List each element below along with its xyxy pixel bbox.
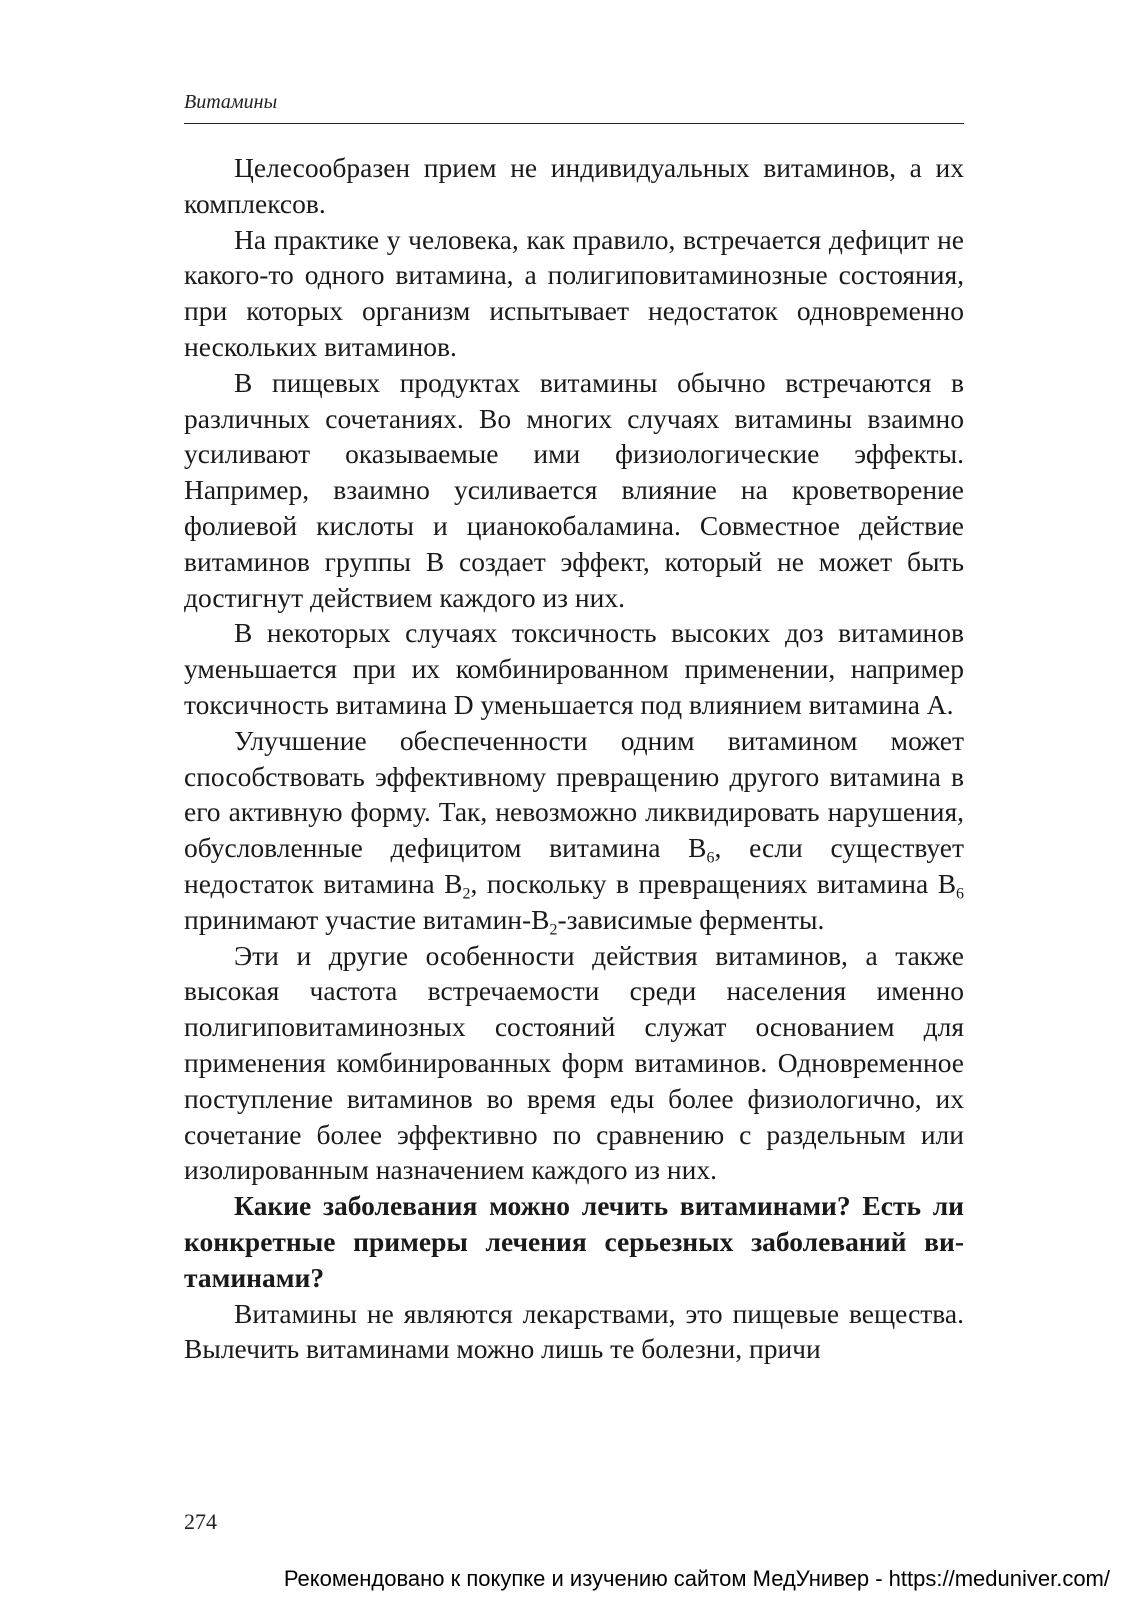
paragraph-vitamin-conversion <box>184 723 964 938</box>
page-number: 274 <box>184 1509 217 1534</box>
paragraph: В пищевых продуктах витамины обычно встречаются в различных сочетаниях. Во многих случаях витамины взаимно усиливают оказываемые ими физиологические эффекты. Например, взаимно усиливается влияние на кроветворение фолиевой кислоты и цианокобаламина. Совместное действие витаминов группы В создает эффект, который не может быть достигнут действием каждого из них. <box>184 366 964 613</box>
paragraph: Эти и другие особенности действия витаминов, а также высокая частота встречаемости среди населения именно полигиповитаминозных состояний служат основанием для применения комбинированных форм витаминов. Одновременное поступление витаминов во время еды более физиологично, их сочетание более эффективно по сравнению с раздельным или изолированным назначением каждого из них. <box>184 939 964 1186</box>
text-run: Улучшение обеспеченности одним витамином может способствовать эффективному превращению другого витамина в его активную форму. Так, невозможно ликвидировать нарушения, обусловленные дефицитом витамина В <box>184 724 964 864</box>
subscript: 6 <box>956 885 965 903</box>
text-run: принимают участие витамин-В <box>184 903 550 935</box>
watermark-text: Рекомендовано к покупке и изучению сайтом МедУнивер - https://meduniver.com/ <box>283 1566 1110 1591</box>
running-head-title: Витамины <box>184 91 278 113</box>
text-run: -зависимые ферменты. <box>557 903 825 935</box>
paragraph: В некоторых случаях токсичность высоких доз витаминов уменьшается при их комбинированном применении, например токсичность витамина D уменьшается под влиянием витамина А. <box>184 617 964 720</box>
text-run: , поскольку в превращениях витамина В <box>470 867 957 899</box>
section-question-heading: Какие заболевания можно лечить витаминами? Есть ли конкретные примеры лечения серьезных заболеваний витаминами? <box>184 1190 964 1293</box>
paragraph: На практике у человека, как правило, встречается дефицит не какого-то одного витамина, а полигиповитаминозные состояния, при которых организм испытывает недостаток одновременно нескольких витаминов. <box>184 223 964 362</box>
body-text <box>184 150 964 1367</box>
subscript: 2 <box>549 921 558 939</box>
text-run: , если существует недостаток витамина В <box>184 832 964 899</box>
subscript: 6 <box>706 849 715 867</box>
subscript: 2 <box>462 885 471 903</box>
paragraph: Целесообразен прием не индивидуальных витаминов, а их комплексов. <box>184 152 964 219</box>
header-divider <box>184 123 964 124</box>
paragraph: Витамины не являются лекарствами, это пищевые вещества. Вылечить витаминами можно лишь те болезни, причи <box>184 1297 964 1365</box>
